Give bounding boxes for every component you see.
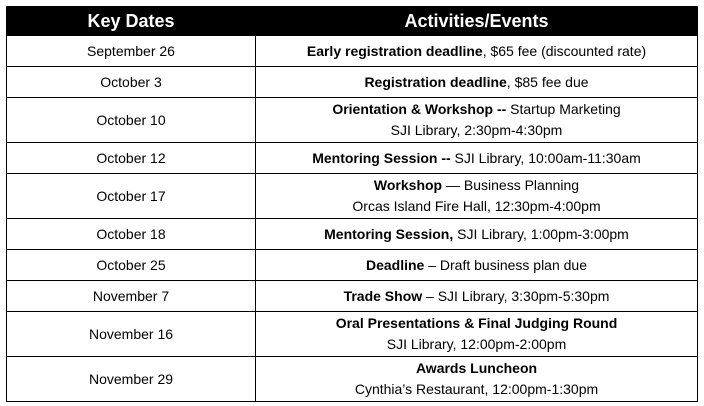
event-cell	[256, 143, 698, 174]
event-detail: – SJI Library, 3:30pm-5:30pm	[422, 287, 610, 304]
key-dates-header: Key Dates	[7, 7, 256, 36]
key-date-cell: October 3	[7, 67, 256, 98]
event-line	[260, 196, 693, 217]
key-date-cell: October 18	[7, 219, 256, 250]
schedule-body	[7, 36, 698, 402]
event-detail: — Business Planning	[442, 177, 580, 193]
event-line	[260, 224, 693, 245]
event-title: Workshop	[373, 177, 443, 193]
event-line	[260, 358, 693, 379]
event-detail: – Draft business plan due	[424, 256, 587, 273]
table-row	[7, 174, 698, 219]
table-row	[7, 36, 698, 67]
activities-events-header: Activities/Events	[256, 7, 698, 36]
event-detail: SJI Library, 10:00am-11:30am	[450, 149, 641, 166]
event-detail: SJI Library, 2:30pm-4:30pm	[390, 122, 563, 138]
event-line	[260, 41, 693, 62]
key-dates-table	[6, 6, 698, 402]
event-title: Oral Presentations & Final Judging Round	[335, 315, 618, 331]
event-cell	[256, 219, 698, 250]
event-cell	[256, 312, 698, 357]
table-row	[7, 67, 698, 98]
key-date-cell: November 29	[7, 357, 256, 402]
event-detail: Orcas Island Fire Hall, 12:30pm-4:00pm	[352, 198, 601, 214]
event-line	[260, 99, 693, 120]
event-line	[260, 379, 693, 400]
event-title: Early registration deadline	[306, 42, 483, 59]
event-cell	[256, 250, 698, 281]
event-line	[260, 313, 693, 334]
event-detail: Cynthia’s Restaurant, 12:00pm-1:30pm	[354, 381, 599, 397]
event-title: Mentoring Session,	[324, 225, 454, 242]
event-detail: Startup Marketing	[506, 101, 621, 117]
event-cell	[256, 67, 698, 98]
event-title: Deadline	[365, 256, 425, 273]
key-date-cell: October 12	[7, 143, 256, 174]
key-date-cell: November 16	[7, 312, 256, 357]
table-row	[7, 281, 698, 312]
table-row	[7, 98, 698, 143]
table-row	[7, 357, 698, 402]
event-title: Mentoring Session --	[312, 149, 451, 166]
event-line	[260, 334, 693, 355]
event-detail: , $65 fee (discounted rate)	[482, 42, 647, 59]
key-date-cell: October 25	[7, 250, 256, 281]
event-title: Awards Luncheon	[415, 360, 538, 376]
event-cell	[256, 36, 698, 67]
key-date-cell: October 17	[7, 174, 256, 219]
event-detail: , $85 fee due	[506, 73, 589, 90]
event-title: Orientation & Workshop --	[332, 101, 507, 117]
event-detail: SJI Library, 12:00pm-2:00pm	[386, 336, 567, 352]
key-date-cell: October 10	[7, 98, 256, 143]
event-cell	[256, 98, 698, 143]
event-cell	[256, 281, 698, 312]
key-date-cell: September 26	[7, 36, 256, 67]
event-line	[260, 72, 693, 93]
event-line	[260, 286, 693, 307]
event-cell	[256, 174, 698, 219]
event-title: Registration deadline	[364, 73, 507, 90]
event-detail: SJI Library, 1:00pm-3:00pm	[453, 225, 629, 242]
key-date-cell: November 7	[7, 281, 256, 312]
header-row	[7, 7, 698, 36]
event-line	[260, 120, 693, 141]
event-title: Trade Show	[343, 287, 423, 304]
event-line	[260, 175, 693, 196]
table-row	[7, 312, 698, 357]
event-line	[260, 255, 693, 276]
table-row	[7, 219, 698, 250]
table-row	[7, 143, 698, 174]
event-cell	[256, 357, 698, 402]
table-row	[7, 250, 698, 281]
event-line	[260, 148, 693, 169]
